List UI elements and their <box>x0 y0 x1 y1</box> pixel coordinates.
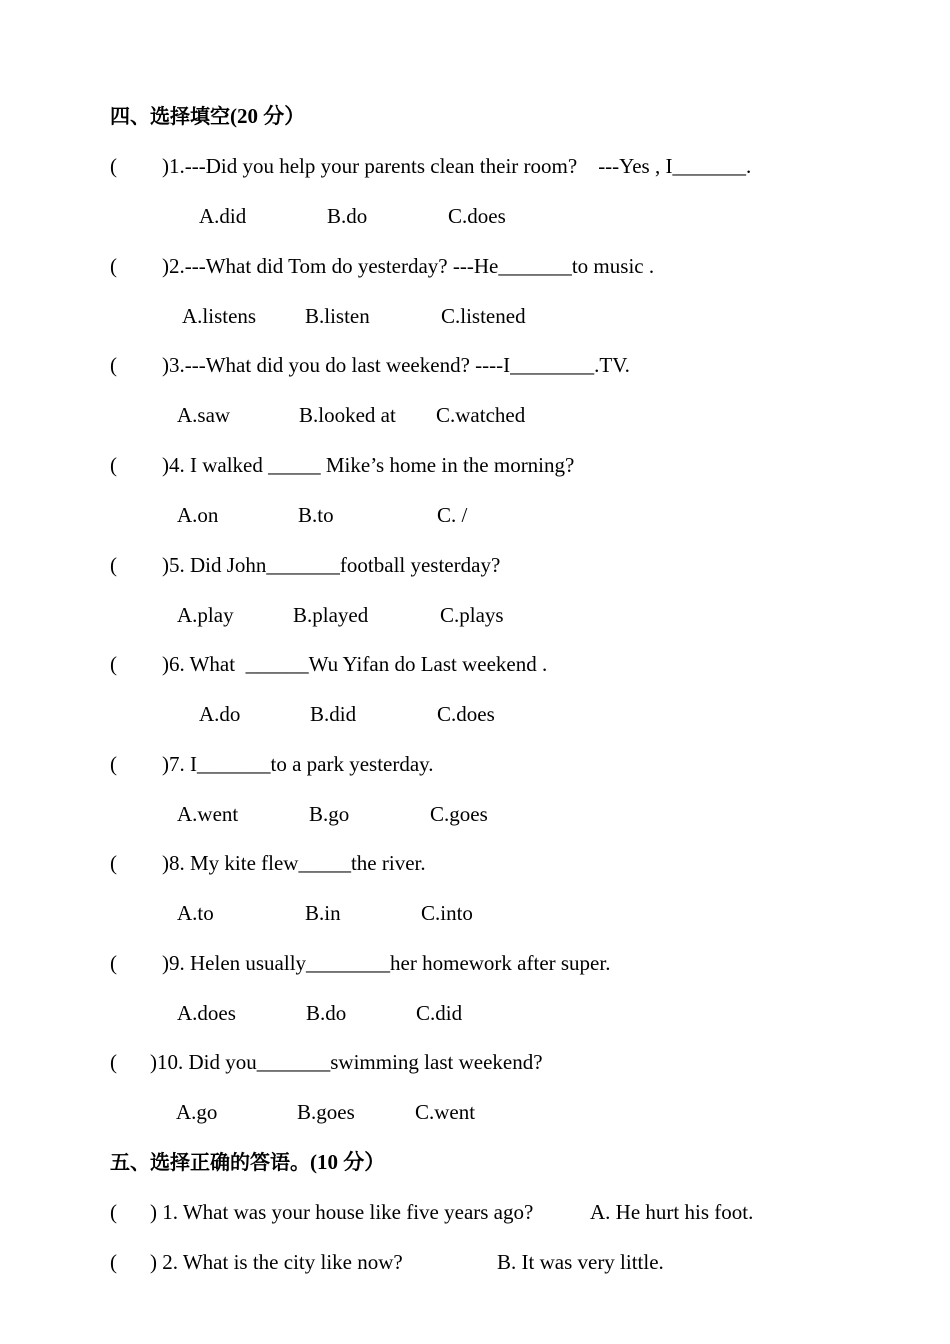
q5-option-b: B.played <box>293 603 369 627</box>
question-10: )10. Did you_______swimming last weekend? <box>150 1050 543 1074</box>
section-4-heading <box>110 104 305 128</box>
q10-option-a: A.go <box>176 1100 218 1124</box>
match-question-2: ) 2. What is the city like now? <box>150 1250 403 1274</box>
answer-paren[interactable]: ( <box>110 1200 117 1224</box>
answer-paren[interactable]: ( <box>110 951 117 975</box>
q10-option-b: B.goes <box>297 1100 355 1124</box>
q2-option-a: A.listens <box>182 304 257 328</box>
match-question-1: ) 1. What was your house like five years ago? <box>150 1200 534 1224</box>
q8-option-a: A.to <box>177 901 214 925</box>
answer-paren[interactable]: ( <box>110 652 117 676</box>
answer-paren[interactable]: ( <box>110 752 117 776</box>
q5-option-a: A.play <box>177 603 234 627</box>
question-3: )3.---What did you do last weekend? ----I________.TV. <box>162 353 630 377</box>
match-answer-b: B. It was very little. <box>497 1250 664 1274</box>
q4-option-b: B.to <box>298 503 334 527</box>
section-4-heading-score: (20 分） <box>230 104 306 128</box>
question-9: )9. Helen usually________her homework after super. <box>162 951 611 975</box>
q8-option-c: C.into <box>421 901 473 925</box>
q9-option-c: C.did <box>416 1001 463 1025</box>
q2-option-b: B.listen <box>305 304 370 328</box>
q2-option-c: C.listened <box>441 304 526 328</box>
q1-option-b: B.do <box>327 204 368 228</box>
question-2: )2.---What did Tom do yesterday? ---He_______to music . <box>162 254 655 278</box>
answer-paren[interactable]: ( <box>110 254 117 278</box>
answer-paren[interactable]: ( <box>110 353 117 377</box>
answer-paren[interactable]: ( <box>110 1250 117 1274</box>
section-5-heading-score: (10 分） <box>310 1150 386 1174</box>
q4-option-c: C. / <box>437 503 468 527</box>
q3-option-a: A.saw <box>177 403 231 427</box>
q4-option-a: A.on <box>177 503 219 527</box>
q6-option-c: C.does <box>437 702 495 726</box>
section-4-heading-cn: 四、选择填空 <box>110 104 230 128</box>
q3-option-c: C.watched <box>436 403 526 427</box>
q6-option-b: B.did <box>310 702 357 726</box>
q9-option-a: A.does <box>177 1001 236 1025</box>
q6-option-a: A.do <box>199 702 241 726</box>
answer-paren[interactable]: ( <box>110 553 117 577</box>
question-6: )6. What ______Wu Yifan do Last weekend . <box>162 652 548 676</box>
q5-option-c: C.plays <box>440 603 504 627</box>
q7-option-c: C.goes <box>430 802 488 826</box>
q3-option-b: B.looked at <box>299 403 396 427</box>
answer-paren[interactable]: ( <box>110 154 117 178</box>
section-5-heading <box>110 1150 385 1174</box>
answer-paren[interactable]: ( <box>110 1050 117 1074</box>
q1-option-a: A.did <box>199 204 247 228</box>
q9-option-b: B.do <box>306 1001 347 1025</box>
question-8: )8. My kite flew_____the river. <box>162 851 426 875</box>
match-answer-a: A. He hurt his foot. <box>590 1200 754 1224</box>
question-7: )7. I_______to a park yesterday. <box>162 752 434 776</box>
q1-option-c: C.does <box>448 204 506 228</box>
q10-option-c: C.went <box>415 1100 476 1124</box>
question-1: )1.---Did you help your parents clean their room? ---Yes , I_______. <box>162 154 752 178</box>
question-5: )5. Did John_______football yesterday? <box>162 553 501 577</box>
q8-option-b: B.in <box>305 901 341 925</box>
answer-paren[interactable]: ( <box>110 851 117 875</box>
q7-option-b: B.go <box>309 802 350 826</box>
q7-option-a: A.went <box>177 802 239 826</box>
question-4: )4. I walked _____ Mike’s home in the morning? <box>162 453 575 477</box>
section-5-heading-cn: 五、选择正确的答语。 <box>110 1150 310 1174</box>
answer-paren[interactable]: ( <box>110 453 117 477</box>
